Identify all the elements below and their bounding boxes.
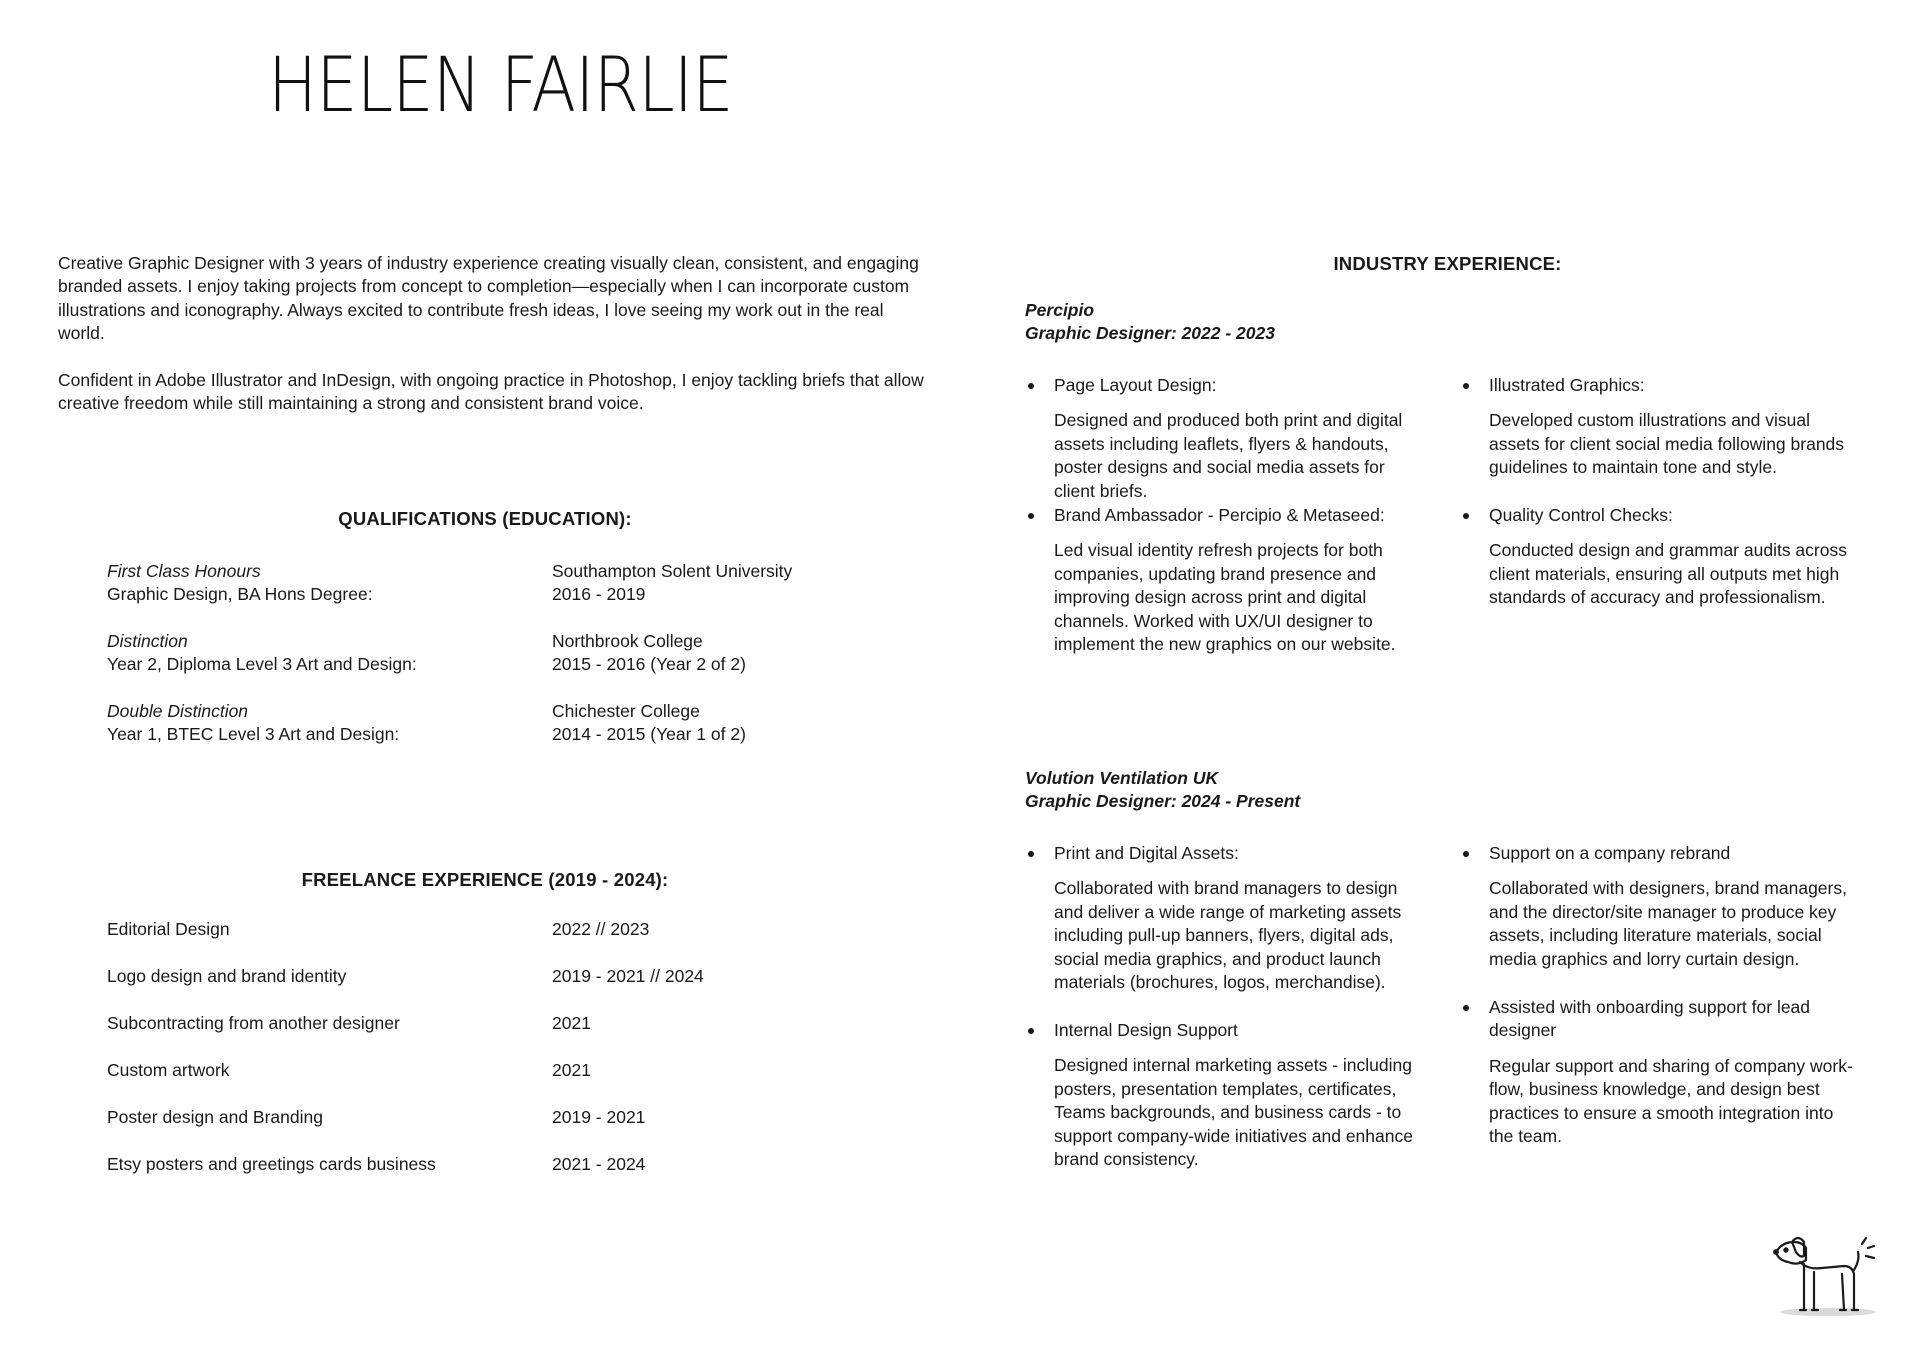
job-bullet: [1025, 504, 1425, 656]
bullet-body: Designed internal marketing assets - including posters, presentation templates, certificates, Teams backgrounds, and business cards - to support company-wide initiatives and enhance brand consistency.: [1054, 1055, 1413, 1170]
qualification-years: 2015 - 2016 (Year 2 of 2): [552, 654, 746, 675]
summary-paragraph: Confident in Adobe Illustrator and InDesign, with ongoing practice in Photoshop, I enjoy tackling briefs that allow creative freedom while still maintaining a strong and consistent brand voice.: [58, 370, 924, 414]
qualification-course: Year 1, BTEC Level 3 Art and Design:: [107, 724, 400, 745]
freelance-years: 2021 - 2024: [552, 1154, 646, 1174]
summary: [58, 252, 928, 439]
qualification-years: 2014 - 2015 (Year 1 of 2): [552, 724, 746, 745]
freelance-label: Poster design and Branding: [107, 1107, 323, 1127]
job-role: Graphic Designer: 2024 - Present: [1025, 791, 1301, 812]
bullet-body: Designed and produced both print and digital assets including leaflets, flyers & handouts, poster designs and social media assets for client briefs.: [1054, 410, 1403, 501]
freelance-years: 2019 - 2021 // 2024: [552, 966, 704, 986]
dog-illustration-icon: [1770, 1230, 1880, 1325]
bullet-body: Collaborated with brand managers to design and deliver a wide range of marketing assets including pull-up banners, flyers, digital ads, social media graphics, and product launch materials (brochures, logos, merchandise).: [1054, 878, 1402, 993]
qualification-course: Year 2, Diploma Level 3 Art and Design:: [107, 654, 417, 675]
bullet-body: Developed custom illustrations and visual assets for client social media following brands guidelines to maintain tone and style.: [1489, 410, 1845, 478]
freelance-label: Custom artwork: [107, 1060, 230, 1080]
bullet-body: Conducted design and grammar audits across client materials, ensuring all outputs met high standards of accuracy and professionalism.: [1489, 540, 1847, 608]
bullet-title: Illustrated Graphics:: [1460, 374, 1860, 397]
qualification-item: [107, 630, 527, 677]
freelance-label: Subcontracting from another designer: [107, 1013, 400, 1033]
job-bullet: [1025, 374, 1425, 503]
qualification-institution: Northbrook College: [552, 631, 703, 651]
qualification-years: 2016 - 2019: [552, 584, 646, 605]
qualification-item: [107, 560, 527, 607]
job-bullet: [1460, 842, 1860, 971]
page-title: HELEN FAIRLIE: [268, 40, 733, 129]
job-company: Volution Ventilation UK: [1025, 768, 1219, 788]
bullet-title: Quality Control Checks:: [1460, 504, 1860, 527]
industry-heading: INDUSTRY EXPERIENCE:: [1333, 253, 1562, 274]
qualifications-heading: QUALIFICATIONS (EDUCATION):: [338, 508, 632, 529]
bullet-body: Regular support and sharing of company work-flow, business knowledge, and design best practices to ensure a smooth integration into the team.: [1489, 1055, 1853, 1147]
summary-paragraph: Creative Graphic Designer with 3 years of industry experience creating visually clean, consistent, and engaging branded assets. I enjoy taking projects from concept to completion—especially when I can incorporate custom illustrations and iconography. Always excited to contribute fresh ideas, I love seeing my work out in the real world.: [58, 253, 919, 344]
freelance-years: 2021: [552, 1013, 591, 1033]
bullet-title: Assisted with onboarding support for lead designer: [1460, 996, 1860, 1043]
qualification-course: Graphic Design, BA Hons Degree:: [107, 584, 373, 605]
job-bullet: [1460, 996, 1860, 1148]
freelance-heading: FREELANCE EXPERIENCE (2019 - 2024):: [301, 869, 669, 890]
bullet-title: Page Layout Design:: [1025, 374, 1425, 397]
qualification-item: [107, 700, 527, 747]
freelance-years: 2021: [552, 1060, 591, 1080]
qualification-place: [552, 630, 952, 677]
qualification-place: [552, 700, 952, 747]
freelance-years: 2019 - 2021: [552, 1107, 646, 1127]
qualification-place: [552, 560, 952, 607]
qualification-award: Double Distinction: [107, 701, 249, 721]
bullet-title: Internal Design Support: [1025, 1019, 1425, 1042]
qualification-award: Distinction: [107, 631, 188, 651]
freelance-label: Logo design and brand identity: [107, 966, 347, 986]
bullet-title: Support on a company rebrand: [1460, 842, 1860, 865]
job-bullet: [1460, 504, 1860, 610]
job-bullet: [1460, 374, 1860, 480]
job-bullet: [1025, 842, 1425, 994]
job-header: [1025, 299, 1275, 346]
job-bullet: [1025, 1019, 1425, 1171]
freelance-years: 2022 // 2023: [552, 919, 650, 939]
bullet-body: Collaborated with designers, brand managers, and the director/site manager to produce key assets, including literature materials, social media graphics and lorry curtain design.: [1489, 878, 1847, 969]
job-company: Percipio: [1025, 300, 1095, 320]
qualification-institution: Southampton Solent University: [552, 561, 793, 581]
job-role: Graphic Designer: 2022 - 2023: [1025, 323, 1275, 344]
bullet-title: Print and Digital Assets:: [1025, 842, 1425, 865]
job-header: [1025, 767, 1300, 814]
bullet-title: Brand Ambassador - Percipio & Metaseed:: [1025, 504, 1425, 527]
freelance-label: Etsy posters and greetings cards business: [107, 1154, 436, 1174]
freelance-label: Editorial Design: [107, 919, 230, 939]
qualification-institution: Chichester College: [552, 701, 700, 721]
qualification-award: First Class Honours: [107, 561, 261, 581]
bullet-body: Led visual identity refresh projects for both companies, updating brand presence and improving design across print and digital channels. Worked with UX/UI designer to implement the new graphics on our website.: [1054, 540, 1396, 655]
